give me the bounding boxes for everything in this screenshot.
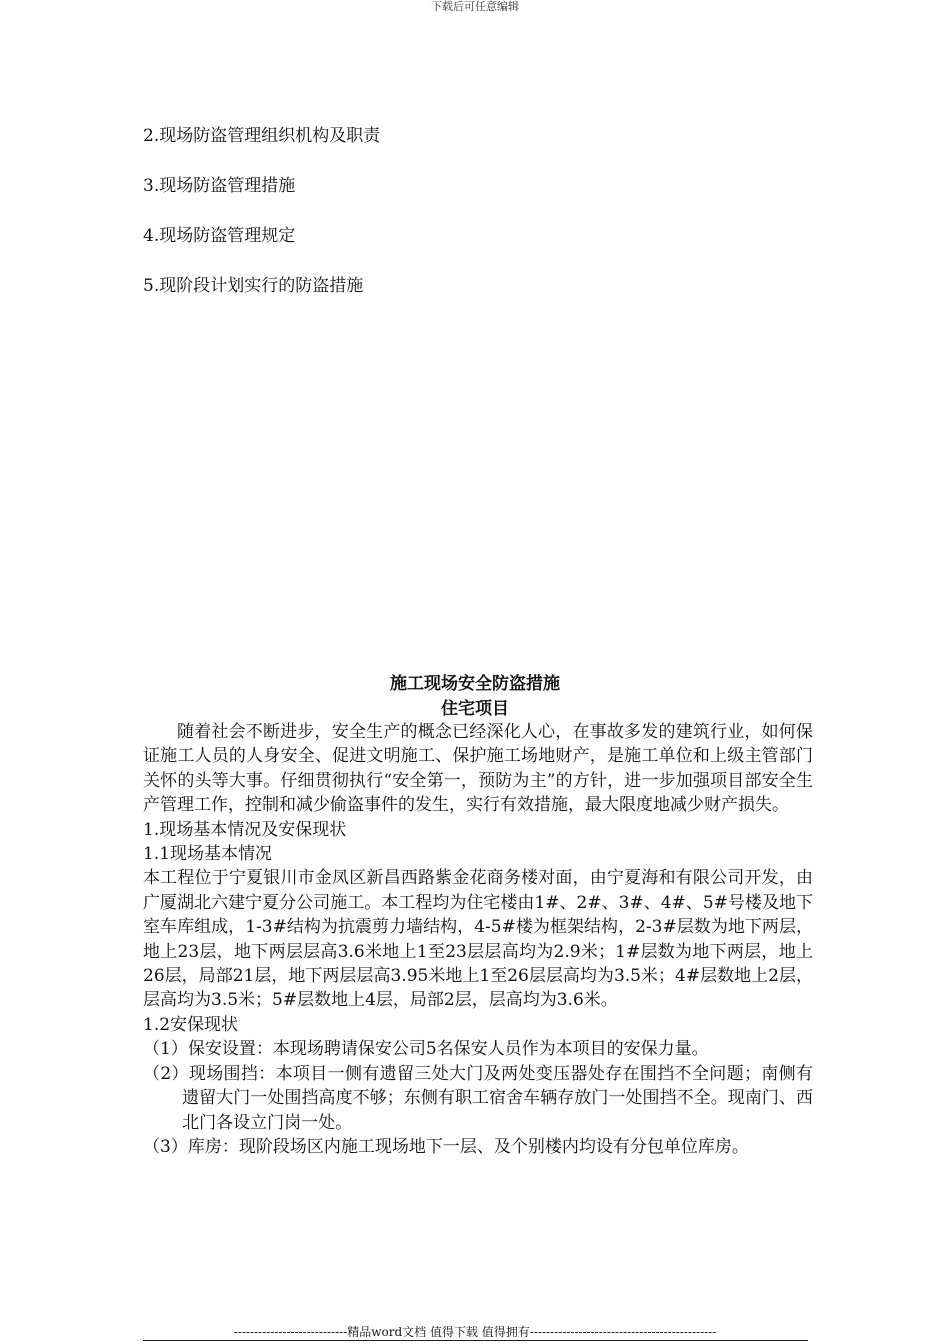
table-of-contents <box>143 124 803 324</box>
toc-item: 5.现阶段计划实行的防盗措施 <box>143 276 364 296</box>
list-item: （1）保安设置：本现场聘请保安公司5名保安人员作为本项目的安保力量。 <box>143 1039 709 1060</box>
toc-item: 3.现场防盗管理措施 <box>143 176 296 196</box>
list-item: （3）库房：现阶段场区内施工现场地下一层、及个别楼内均设有分包单位库房。 <box>143 1136 749 1157</box>
document-body <box>143 720 813 1159</box>
section-heading: 1.现场基本情况及安保现状 <box>143 819 347 840</box>
intro-paragraph: 随着社会不断进步，安全生产的概念已经深化人心，在事故多发的建筑行业，如何保证施工人员的人身安全、促进文明施工、保护施工场地财产，是施工单位和上级主管部门关怀的头等大事。仔细贯彻执行“安全第一，预防为主”的方针，进一步加强项目部安全生产管理工作，控制和减少偷盗事件的发生，实行有效措施，最大限度地减少财产损失。 <box>143 722 813 816</box>
footer-divider <box>143 1340 808 1341</box>
document-subtitle: 住宅项目 <box>441 699 509 719</box>
list-item: （2）现场围挡：本项目一侧有遗留三处大门及两处变压器处存在围挡不全问题；南侧有遗留大门一处围挡高度不够；东侧有职工宿舍车辆存放门一处围挡不全。现南门、西北门各设立门岗一处。 <box>143 1063 813 1133</box>
page-header-note: 下载后可任意编辑 <box>431 0 519 13</box>
site-info-paragraph: 本工程位于宁夏银川市金凤区新昌西路紫金花商务楼对面，由宁夏海和有限公司开发，由广厦湖北六建宁夏分公司施工。本工程均为住宅楼由1#、2#、3#、4#、5#号楼及地下室车库组成，1-3#结构为抗震剪力墙结构，4-5#楼为框架结构，2-3#层数为地下两层，地上23层，地下两层层高3.6米地上1至23层层高均为2.9米；1#层数为地下两层，地上26层，局部21层，地下两层层高3.95米地上1至26层层高均为3.5米；4#层数地上2层，层高均为3.5米；5#层数地上4层，局部2层，层高均为3.6米。 <box>143 868 813 1011</box>
document-title: 施工现场安全防盗措施 <box>390 674 560 694</box>
toc-item: 4.现场防盗管理规定 <box>143 226 296 246</box>
page-footer-note: ----------------------------精品word文档 值得下载 值得拥有---------------------------------------------- <box>233 1325 717 1339</box>
subsection-heading: 1.1现场基本情况 <box>143 844 273 865</box>
subsection-heading: 1.2安保现状 <box>143 1014 239 1035</box>
document-title-block <box>0 672 950 722</box>
toc-item: 2.现场防盗管理组织机构及职责 <box>143 126 381 146</box>
